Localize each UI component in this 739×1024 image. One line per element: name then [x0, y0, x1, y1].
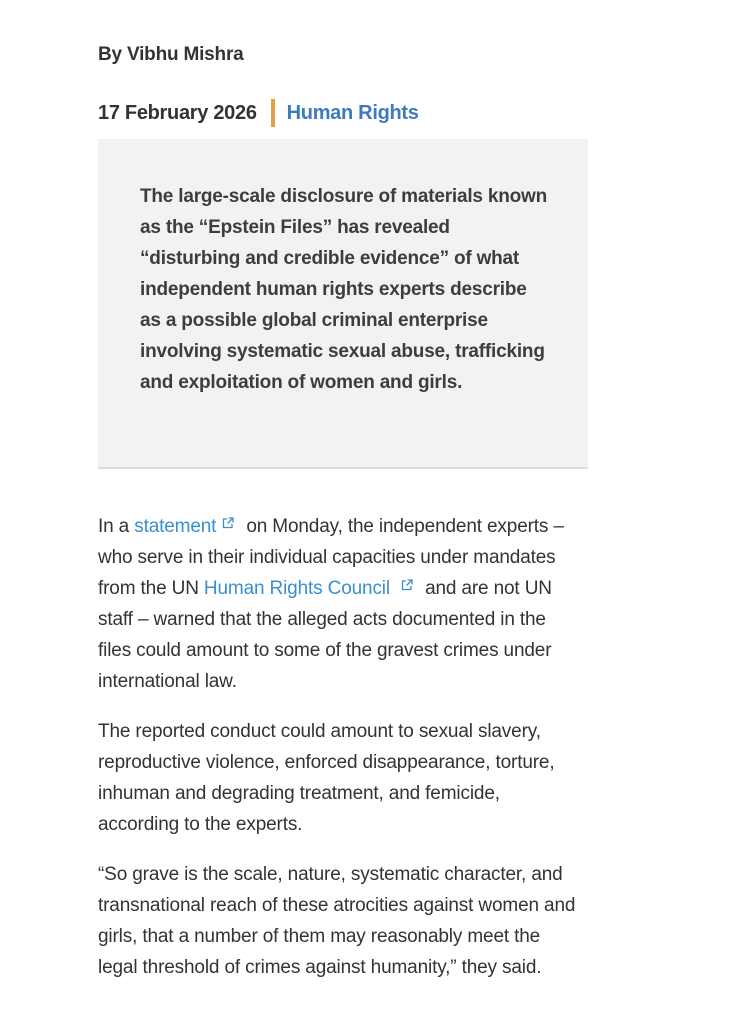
- body-paragraph-3: “So grave is the scale, nature, systematic character, and transnational reach of these atrocities against women and girls, that a number of them may reasonably meet the legal threshold of crimes against humanity,” they said.: [98, 864, 576, 978]
- article-body: [98, 511, 583, 1002]
- article-summary: The large-scale disclosure of materials known as the “Epstein Files” has revealed “disturbing and credible evidence” of what independent human rights experts describe as a possible global criminal enterprise involving systematic sexual abuse, trafficking and exploitation of women and girls.: [140, 186, 548, 393]
- paragraph-text: on Monday, the independent experts – who serve in their individual capacities under mandates from the UN: [98, 516, 564, 599]
- human-rights-council-link[interactable]: Human Rights Council: [203, 578, 390, 599]
- publish-date: 17 February 2026: [98, 101, 257, 124]
- paragraph-text: and are not UN staff – warned that the alleged acts documented in the files could amount to some of the gravest crimes under international law.: [98, 578, 552, 692]
- meta-divider: [271, 99, 275, 127]
- body-paragraph-1: [98, 511, 583, 697]
- article-meta: [98, 99, 419, 127]
- topic-link-human-rights[interactable]: Human Rights: [286, 101, 419, 124]
- body-paragraph-2: The reported conduct could amount to sexual slavery, reproductive violence, enforced disappearance, torture, inhuman and degrading treatment, and femicide, according to the experts.: [98, 721, 555, 835]
- external-link-icon[interactable]: [222, 517, 234, 529]
- external-link-icon[interactable]: [401, 579, 413, 591]
- article-summary-box: [98, 139, 588, 469]
- statement-link[interactable]: statement: [134, 516, 217, 537]
- paragraph-text: In a: [98, 516, 135, 537]
- author-byline: By Vibhu Mishra: [98, 44, 244, 65]
